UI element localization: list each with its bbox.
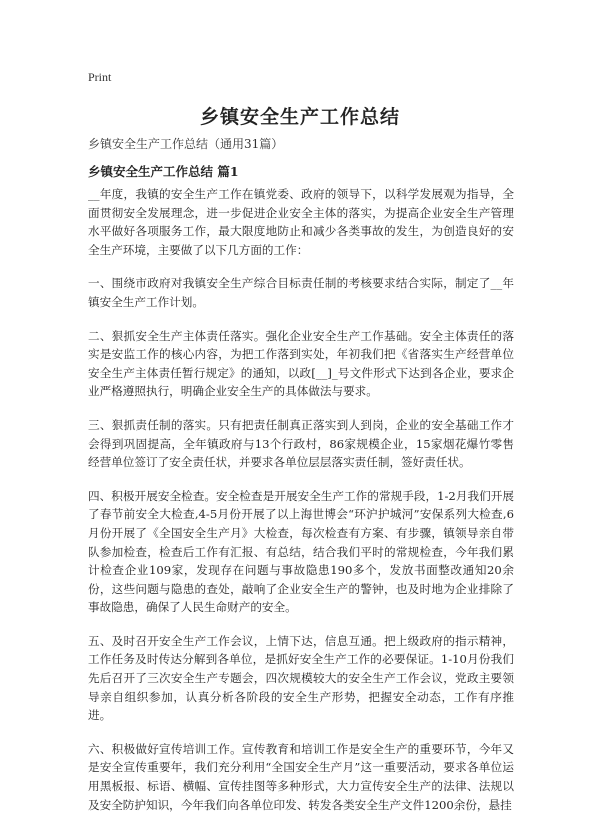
paragraph-3: 三、狠抓责任制的落实。只有把责任制真正落实到人到岗，企业的安全基础工作才会得到巩固提高，全年镇政府与13个行政村，86家规模企业，15家烟花爆竹零售经营单位签订了安全责任状，并要求各单位层层落实责任制，签好责任状。 xyxy=(88,417,514,470)
paragraph-intro: __年度，我镇的安全生产工作在镇党委、政府的领导下，以科学发展观为指导，全面贯彻安全发展理念，进一步促进企业安全主体的落实，为提高企业安全生产管理水平做好各项服务工作，最大限度地防止和减少各类事故的发生，为创造良好的安全生产环境，主要做了以下几方面的工作： xyxy=(88,187,514,257)
paragraph-5: 五、及时召开安全生产工作会议，上情下达，信息互通。把上级政府的指示精神，工作任务及时传达分解到各单位，是抓好安全生产工作的必要保证。1-10月份我们先后召开了三次安全生产专题会，四次规模较大的安全生产工作会议，党政主要领导亲自组织参加，认真分析各阶段的安全生产形势，把握安全动态，工作有序推进。 xyxy=(88,633,514,723)
paragraph-1: 一、围绕市政府对我镇安全生产综合目标责任制的考核要求结合实际，制定了__年镇安全生产工作计划。 xyxy=(88,276,514,309)
document-subtitle: 乡镇安全生产工作总结（通用31篇） xyxy=(88,137,284,151)
document-title: 乡镇安全生产工作总结 xyxy=(199,106,400,128)
section-heading: 乡镇安全生产工作总结 篇1 xyxy=(88,164,239,179)
paragraph-2: 二、狠抓安全生产主体责任落实。强化企业安全生产工作基础。安全主体责任的落实是安监工作的核心内容，为把工作落到实处，年初我们把《省落实生产经营单位安全生产主体责任暂行规定》的通知，以政[__]_号文件形式下达到各企业，要求企业严格遵照执行，明确企业安全生产的具体做法与要求。 xyxy=(88,328,514,399)
print-label: Print xyxy=(88,70,112,84)
document-body xyxy=(88,185,514,829)
paragraph-4: 四、积极开展安全检查。安全检查是开展安全生产工作的常规手段，1-2月我们开展了春节前安全大检查,4-5月份开展了以上海世博会“环沪护城河”安保系列大检查,6月份开展了《全国安全生产月》大检查，每次检查有方案、有步骤，镇领导亲自带队参加检查，检查后工作有汇报、有总结，结合我们平时的常规检查，今年我们累计检查企业109家，发现存在问题与事故隐患190多个，发放书面整改通知20余份，这些问题与隐患的查处，敲响了企业安全生产的警钟，也及时地为企业排除了事故隐患，确保了人民生命财产的安全。 xyxy=(88,488,514,615)
paragraph-6: 六、积极做好宣传培训工作。宣传教育和培训工作是安全生产的重要环节，今年又是安全宣传重要年，我们充分利用“全国安全生产月”这一重要活动，要求各单位运用黑板报、标语、横幅、宣传挂图等多种形式，大力宣传安全生产的法律、法规以及安全防护知识，今年我们向各单位印发、转发各类安全生产文件1200余份，悬挂 xyxy=(88,741,514,812)
